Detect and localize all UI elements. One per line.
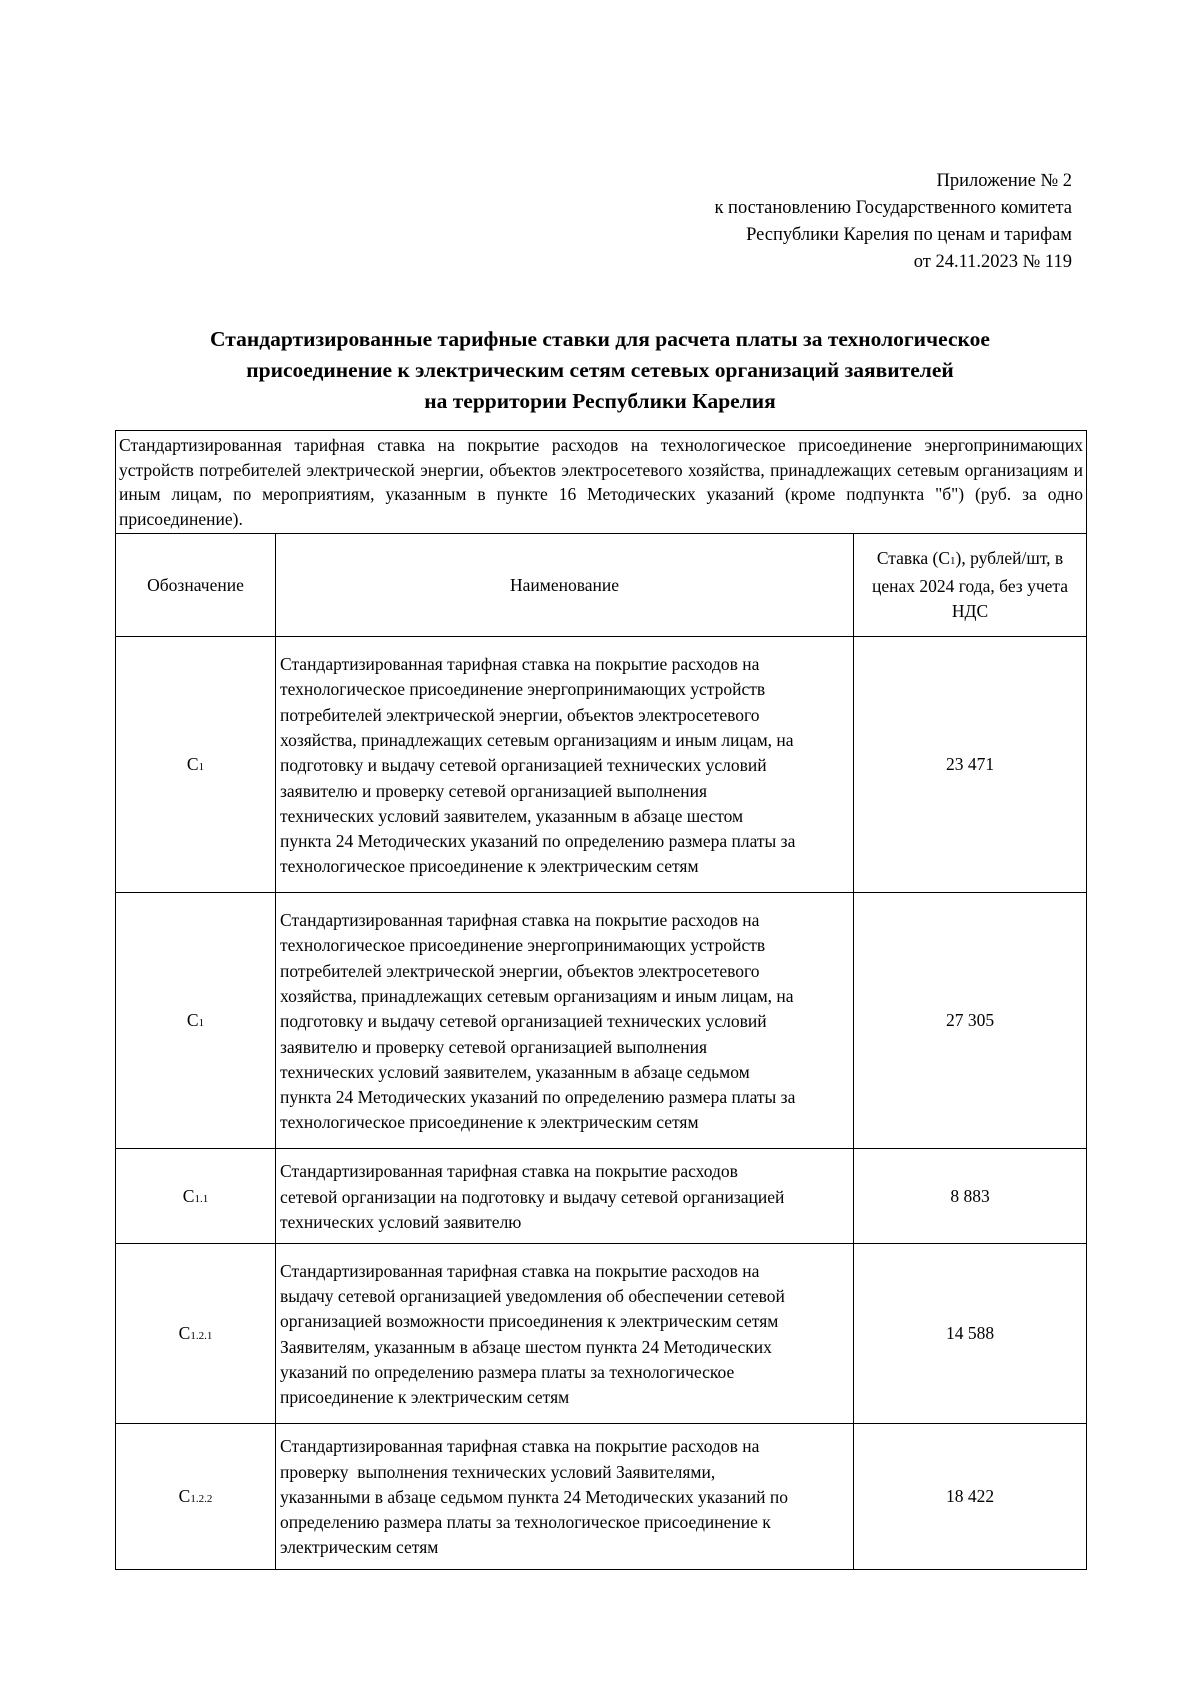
appendix-line-4: от 24.11.2023 № 119: [913, 252, 1072, 272]
name-line: сетевой организации на подготовку и выдачу сетевой организацией: [280, 1186, 785, 1207]
name-line: выдачу сетевой организацией уведомления об обеспечении сетевой: [280, 1286, 785, 1307]
name-line: подготовку и выдачу сетевой организацией технических условий: [280, 1011, 767, 1032]
name-line: присоединение к электрическим сетям: [280, 1387, 570, 1408]
name-line: потребителей электрической энергии, объектов электросетевого: [280, 704, 760, 725]
table-row: [116, 893, 1087, 1149]
header-rate-sub: 1: [950, 555, 956, 568]
name-line: Заявителям, указанным в абзаце шестом пункта 24 Методических: [280, 1336, 772, 1357]
row-code: [116, 1424, 276, 1569]
code-base: С: [178, 1323, 191, 1344]
table-row: [116, 1149, 1087, 1244]
intro-row: [116, 431, 1087, 534]
row-value: 8 883: [854, 1149, 1087, 1244]
header-rate: [854, 534, 1087, 637]
name-line: заявителю и проверку сетевой организацией выполнения: [280, 780, 708, 801]
table-row: [116, 637, 1087, 893]
name-line: технических условий заявителем, указанным в абзаце седьмом: [280, 1061, 750, 1082]
row-value: 18 422: [854, 1424, 1087, 1569]
row-value: 14 588: [854, 1244, 1087, 1424]
name-line: указанными в абзаце седьмом пункта 24 Методических указаний по: [280, 1486, 789, 1507]
code-subscript: 1: [198, 761, 205, 774]
table-row: [116, 1244, 1087, 1424]
name-line: технологическое присоединение энергопринимающих устройств: [280, 679, 766, 700]
table-row: [116, 1424, 1087, 1569]
name-line: хозяйства, принадлежащих сетевым организациям и иным лицам, на: [280, 985, 794, 1006]
code-subscript: 1.1: [194, 1192, 209, 1205]
name-line: пункта 24 Методических указаний по определению размера платы за: [280, 1087, 796, 1108]
row-code: [116, 1149, 276, 1244]
title-line-1: Стандартизированные тарифные ставки для расчета платы за технологическое: [210, 327, 990, 351]
name-line: электрическим сетям: [280, 1537, 439, 1558]
name-line: хозяйства, принадлежащих сетевым организациям и иным лицам, на: [280, 729, 794, 750]
title-line-3: на территории Республики Карелия: [424, 389, 776, 413]
row-name: [276, 1149, 854, 1244]
name-line: Стандартизированная тарифная ставка на покрытие расходов на: [280, 910, 760, 931]
rates-table: [115, 430, 1087, 1570]
code-subscript: 1.2.2: [190, 1493, 213, 1505]
row-code: [116, 1244, 276, 1424]
name-line: Стандартизированная тарифная ставка на покрытие расходов на: [280, 1260, 760, 1281]
header-rate-suffix: ), рублей/шт, в ценах 2024 года, без учета НДС: [871, 548, 1069, 622]
header-row: [116, 534, 1087, 637]
title-line-2: присоединение к электрическим сетям сетевых организаций заявителей: [246, 358, 954, 382]
name-line: Стандартизированная тарифная ставка на покрытие расходов на: [280, 654, 760, 675]
name-line: технических условий заявителю: [280, 1211, 522, 1232]
header-code: Обозначение: [116, 534, 276, 637]
code-subscript: 1: [198, 1017, 205, 1030]
row-code: [116, 893, 276, 1149]
code-base: С: [178, 1486, 191, 1506]
row-value: 23 471: [854, 637, 1087, 893]
row-code: [116, 637, 276, 893]
appendix-line-2: к постановлению Государственного комитета: [714, 198, 1072, 218]
name-line: указаний по определению размера платы за технологическое: [280, 1362, 735, 1383]
row-name: [276, 893, 854, 1149]
name-line: технологическое присоединение энергопринимающих устройств: [280, 935, 766, 956]
table-intro-text: Стандартизированная тарифная ставка на покрытие расходов на технологическое присоединение энергопринимающих устройств потребителей электрической энергии, объектов электросетевого хозяйства, принадлежащих сетевым организациям и иным лицам, по мероприятиям, указанным в пункте 16 Методических указаний (кроме подпункта "б") (руб. за одно присоединение).: [116, 431, 1087, 534]
row-name: [276, 1424, 854, 1569]
name-line: организацией возможности присоединения к электрическим сетям: [280, 1311, 779, 1332]
name-line: заявителю и проверку сетевой организацией выполнения: [280, 1036, 708, 1057]
name-line: Стандартизированная тарифная ставка на покрытие расходов на: [280, 1436, 760, 1457]
name-line: технологическое присоединение к электрическим сетям: [280, 1112, 699, 1133]
appendix-line-1: Приложение № 2: [936, 171, 1072, 191]
code-subscript: 1.2.1: [190, 1330, 213, 1343]
code-base: С: [186, 754, 199, 775]
name-line: технологическое присоединение к электрическим сетям: [280, 856, 699, 877]
appendix-line-3: Республики Карелия по ценам и тарифам: [746, 225, 1072, 245]
name-line: технических условий заявителем, указанным в абзаце шестом: [280, 805, 744, 826]
header-rate-prefix: Ставка (С: [876, 548, 951, 569]
appendix-header: [714, 168, 1072, 276]
name-line: Стандартизированная тарифная ставка на покрытие расходов: [280, 1161, 738, 1182]
document-title: [100, 324, 1100, 417]
code-base: С: [186, 1010, 199, 1031]
row-name: [276, 637, 854, 893]
row-value: 27 305: [854, 893, 1087, 1149]
code-base: С: [182, 1185, 195, 1206]
name-line: потребителей электрической энергии, объектов электросетевого: [280, 960, 760, 981]
name-line: определению размера платы за технологическое присоединение к: [280, 1512, 771, 1533]
name-line: проверку выполнения технических условий Заявителями,: [280, 1461, 716, 1482]
header-name: Наименование: [276, 534, 854, 637]
name-line: подготовку и выдачу сетевой организацией технических условий: [280, 755, 767, 776]
row-name: [276, 1244, 854, 1424]
name-line: пункта 24 Методических указаний по определению размера платы за: [280, 831, 796, 852]
